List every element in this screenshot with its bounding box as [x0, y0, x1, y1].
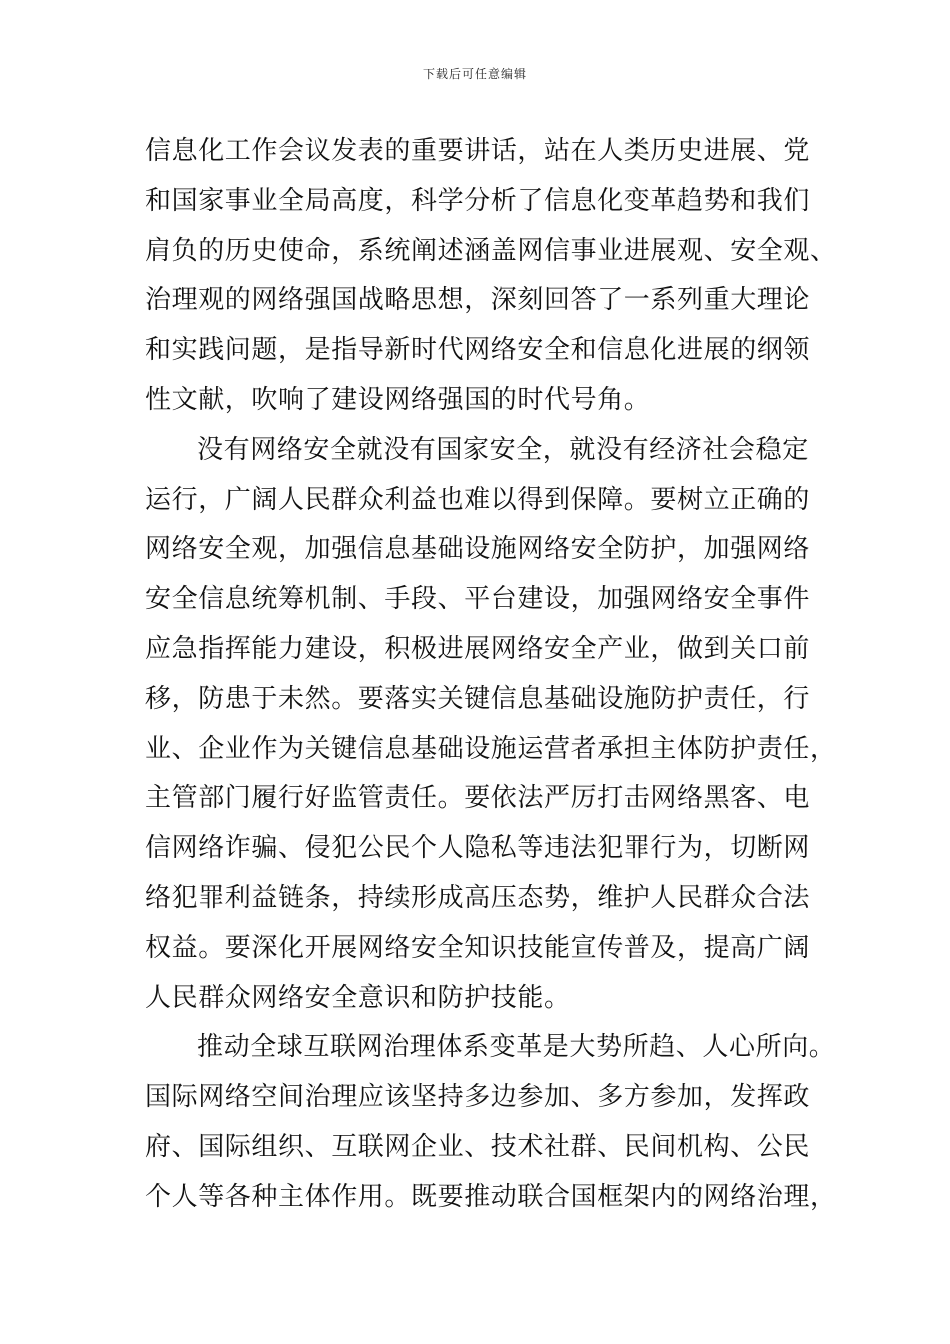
text-line: 治理观的网络强国战略思想，深刻回答了一系列重大理论 — [145, 285, 811, 316]
text-line: 主管部门履行好监管责任。要依法严厉打击网络黑客、电 — [145, 783, 811, 814]
text-line: 移，防患于未然。要落实关键信息基础设施防护责任，行 — [145, 683, 811, 714]
text-line: 人民群众网络安全意识和防护技能。 — [145, 982, 571, 1013]
text-line: 没有网络安全就没有国家安全，就没有经济社会稳定 — [197, 434, 809, 465]
text-line: 个人等各种主体作用。既要推动联合国框架内的网络治理， — [145, 1181, 837, 1212]
text-line: 运行，广阔人民群众利益也难以得到保障。要树立正确的 — [145, 484, 811, 515]
text-line: 权益。要深化开展网络安全知识技能宣传普及，提高广阔 — [145, 932, 811, 963]
text-line: 应急指挥能力建设，积极进展网络安全产业，做到关口前 — [145, 633, 811, 664]
text-line: 网络安全观，加强信息基础设施网络安全防护，加强网络 — [145, 534, 811, 565]
text-line: 络犯罪利益链条，持续形成高压态势，维护人民群众合法 — [145, 882, 811, 913]
text-line: 性文献，吹响了建设网络强国的时代号角。 — [145, 384, 651, 415]
text-line: 业、企业作为关键信息基础设施运营者承担主体防护责任， — [145, 733, 837, 764]
text-line: 和国家事业全局高度，科学分析了信息化变革趋势和我们 — [145, 185, 811, 216]
text-line: 和实践问题，是指导新时代网络安全和信息化进展的纲领 — [145, 335, 811, 366]
text-line: 推动全球互联网治理体系变革是大势所趋、人心所向。 — [197, 1032, 836, 1063]
body-text — [145, 127, 837, 1223]
text-line: 府、国际组织、互联网企业、技术社群、民间机构、公民 — [145, 1131, 811, 1162]
page-header: 下载后可任意编辑 — [422, 67, 527, 81]
text-line: 信息化工作会议发表的重要讲话，站在人类历史进展、党 — [145, 136, 811, 166]
text-line: 国际网络空间治理应该坚持多边参加、多方参加，发挥政 — [145, 1082, 811, 1113]
text-line: 安全信息统筹机制、手段、平台建设，加强网络安全事件 — [145, 584, 811, 615]
text-line: 信网络诈骗、侵犯公民个人隐私等违法犯罪行为，切断网 — [145, 833, 811, 864]
text-line: 肩负的历史使命，系统阐述涵盖网信事业进展观、安全观、 — [145, 235, 837, 266]
